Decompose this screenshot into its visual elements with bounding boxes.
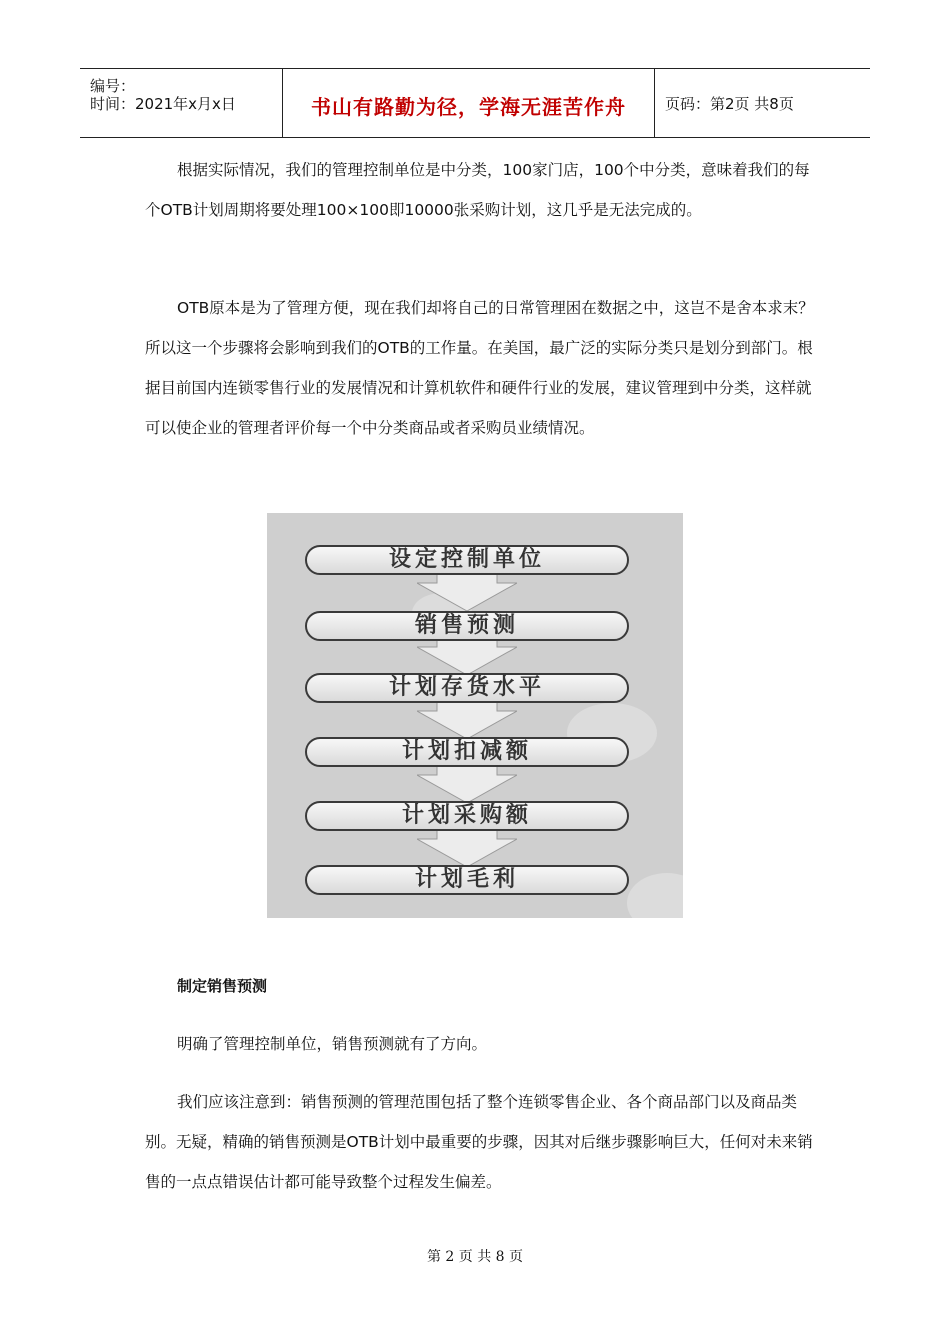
page-header	[80, 68, 870, 138]
header-meta-cell	[80, 69, 282, 137]
flow-step-purchases: 计划采购额	[305, 801, 629, 831]
down-arrow-icon	[417, 571, 517, 611]
down-arrow-icon	[417, 635, 517, 675]
header-motto-cell	[282, 69, 655, 137]
down-arrow-icon	[417, 763, 517, 803]
header-page-cell	[655, 69, 870, 137]
page-code: 页码：第2页 共8页	[665, 95, 794, 113]
paragraph-1	[145, 150, 820, 230]
flow-step-sales-forecast: 销售预测	[305, 611, 629, 641]
paragraph-1-text: 根据实际情况，我们的管理控制单位是中分类，100家门店，100个中分类，意味着我们的每个OTB计划周期将要处理100×100即10000张采购计划，这几乎是无法完成的。	[145, 161, 810, 219]
section-heading: 制定销售预测	[177, 977, 268, 995]
decorative-blob	[627, 873, 683, 918]
time-label: 时间：2021年x月x日	[90, 95, 236, 113]
page-footer: 第 2 页 共 8 页	[426, 1249, 524, 1265]
number-label: 编号：	[90, 77, 136, 95]
paragraph-2-text: OTB原本是为了管理方便，现在我们却将自己的日常管理困在数据之中，这岂不是舍本求末？所以这一个步骤将会影响到我们的OTB的工作量。在美国，最广泛的实际分类只是划分到部门。根据目前国内连锁零售行业的发展情况和计算机软件和硬件行业的发展，建议管理到中分类，这样就可以使企业的管理者评价每一个中分类商品或者采购员业绩情况。	[145, 299, 814, 437]
flow-step-reductions: 计划扣减额	[305, 737, 629, 767]
section-paragraph-2-text: 我们应该注意到：销售预测的管理范围包括了整个连锁零售企业、各个商品部门以及商品类别。无疑，精确的销售预测是OTB计划中最重要的步骤，因其对后继步骤影响巨大，任何对未来销售的一点点错误估计都可能导致整个过程发生偏差。	[145, 1093, 813, 1191]
section-paragraph-1-text: 明确了管理控制单位，销售预测就有了方向。	[177, 1035, 488, 1053]
otb-flowchart	[267, 513, 683, 918]
section-paragraph-1	[145, 1024, 820, 1064]
section-paragraph-2	[145, 1082, 820, 1202]
flow-step-gross-margin: 计划毛利	[305, 865, 629, 895]
down-arrow-icon	[417, 827, 517, 867]
flow-step-set-control-unit: 设定控制单位	[305, 545, 629, 575]
paragraph-2	[145, 288, 820, 448]
flow-step-inventory-level: 计划存货水平	[305, 673, 629, 703]
motto-text: 书山有路勤为径，学海无涯苦作舟	[311, 95, 626, 119]
down-arrow-icon	[417, 699, 517, 739]
